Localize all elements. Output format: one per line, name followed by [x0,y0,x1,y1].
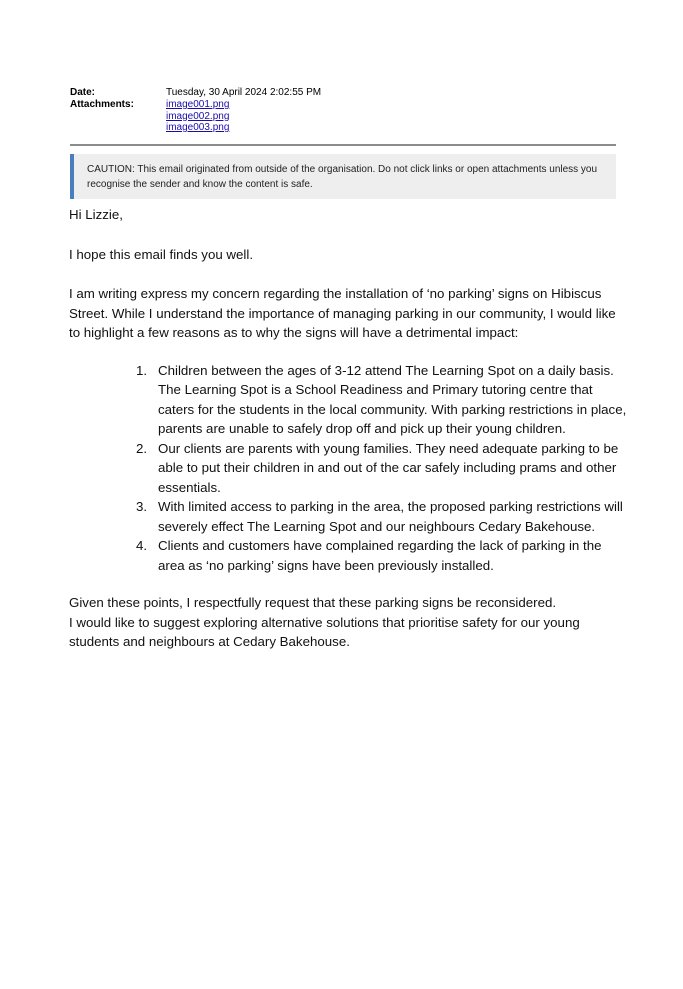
date-value: Tuesday, 30 April 2024 2:02:55 PM [166,87,322,98]
list-item-text: Our clients are parents with young families. They need adequate parking to be able to put their children in and out of the car safely including prams and other essentials. [158,440,619,495]
list-item [69,439,628,498]
date-row [70,87,321,99]
list-item-text: Clients and customers have complained regarding the lack of parking in the area as ‘no parking’ signs have been previously installed. [158,538,602,573]
caution-banner [70,154,616,199]
list-number: 4. [136,538,148,553]
attachments-label: Attachments: [70,99,134,110]
closing-line-2: I would like to suggest exploring alternative solutions that prioritise safety for our young students and neighbours at Cedary Bakehouse. [69,614,580,649]
email-header [70,87,321,134]
attachment-link[interactable]: image001.png [166,99,230,110]
list-number: 2. [136,440,148,456]
list-item-text: With limited access to parking in the area, the proposed parking restrictions will severely effect The Learning Spot and our neighbours Cedary Bakehouse. [158,499,623,534]
list-item [69,497,628,536]
attachments-list [166,99,229,134]
intro-paragraph: I am writing express my concern regarding the installation of ‘no parking’ signs on Hibiscus Street. While I understand the importance of managing parking in our community, I would like to highlight a few reasons as to why the signs will have a detrimental impact: [69,286,616,340]
greeting: Hi Lizzie, [69,207,123,222]
list-number: 3. [136,499,148,514]
caution-text: CAUTION: This email originated from outside of the organisation. Do not click links or open attachments unless you recognise the sender and know the content is safe. [87,164,598,190]
list-item-text: Children between the ages of 3-12 attend The Learning Spot on a daily basis. The Learning Spot is a School Readiness and Primary tutoring centre that caters for the students in the local community. With parking restrictions in place, parents are unable to safely drop off and pick up their young children. [158,362,627,436]
list-item [69,536,628,575]
reasons-list [69,361,629,576]
email-body [69,205,629,652]
attachment-link[interactable]: image003.png [166,122,230,133]
list-number: 1. [136,362,148,378]
attachment-link[interactable]: image002.png [166,110,230,122]
list-item [69,361,628,439]
opening-line: I hope this email finds you well. [69,246,254,262]
date-label: Date: [70,87,96,98]
closing-line-1: Given these points, I respectfully request that these parking signs be reconsidered. [69,595,557,610]
header-divider [70,144,616,146]
attachments-row [70,99,321,134]
